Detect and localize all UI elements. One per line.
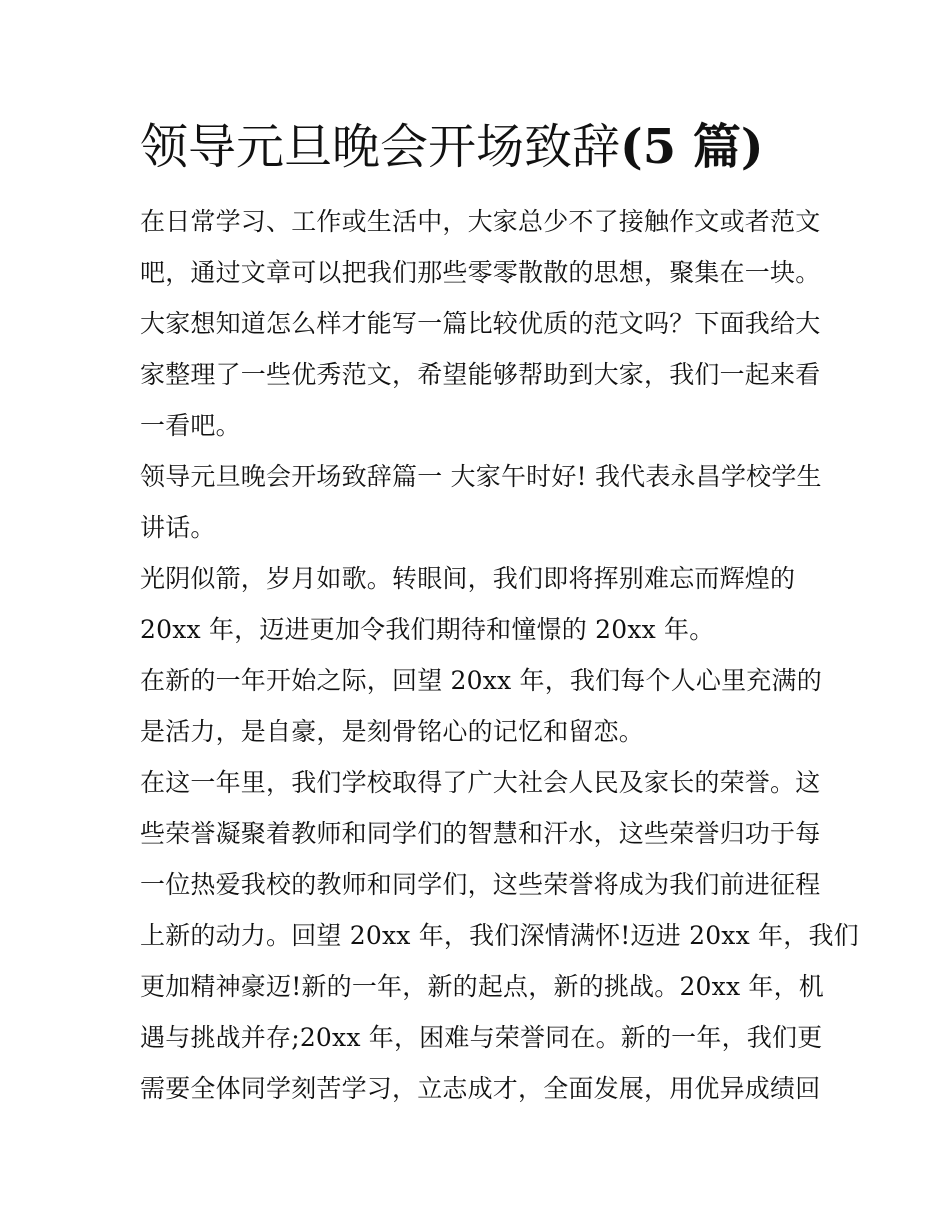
document-body xyxy=(140,196,859,1114)
text-line: 在日常学习、工作或生活中，大家总少不了接触作文或者范文 xyxy=(140,207,821,236)
text-line: 在新的一年开始之际，回望 20xx 年，我们每个人心里充满的 xyxy=(140,666,822,695)
text-line: 遇与挑战并存;20xx 年，困难与荣誉同在。新的一年，我们更 xyxy=(140,1023,823,1052)
text-line: 需要全体同学刻苦学习，立志成才，全面发展，用优异成绩回 xyxy=(140,1074,821,1103)
text-line: 上新的动力。回望 20xx 年，我们深情满怀!迈进 20xx 年，我们 xyxy=(140,921,859,950)
text-line: 领导元旦晚会开场致辞篇一 大家午时好! 我代表永昌学校学生 xyxy=(140,462,822,491)
text-line: 是活力，是自豪，是刻骨铭心的记忆和留恋。 xyxy=(140,717,645,746)
text-line: 讲话。 xyxy=(140,513,216,542)
text-line: 光阴似箭，岁月如歌。转眼间，我们即将挥别难忘而辉煌的 xyxy=(140,564,796,593)
text-line: 大家想知道怎么样才能写一篇比较优质的范文吗？下面我给大 xyxy=(140,309,821,338)
title-suffix: (5 篇) xyxy=(620,119,764,175)
text-line: 家整理了一些优秀范文，希望能够帮助到大家，我们一起来看 xyxy=(140,360,821,389)
text-line: 吧，通过文章可以把我们那些零零散散的思想，聚集在一块。 xyxy=(140,258,821,287)
text-line: 一位热爱我校的教师和同学们，这些荣誉将成为我们前进征程 xyxy=(140,870,821,899)
text-line: 一看吧。 xyxy=(140,411,241,440)
text-line: 20xx 年，迈进更加令我们期待和憧憬的 20xx 年。 xyxy=(140,615,715,644)
text-line: 些荣誉凝聚着教师和同学们的智慧和汗水，这些荣誉归功于每 xyxy=(140,819,821,848)
text-line: 在这一年里，我们学校取得了广大社会人民及家长的荣誉。这 xyxy=(140,768,821,797)
title-main: 领导元旦晚会开场致辞 xyxy=(140,119,621,175)
page-title xyxy=(140,112,840,182)
text-line: 更加精神豪迈!新的一年，新的起点，新的挑战。20xx 年，机 xyxy=(140,972,825,1001)
